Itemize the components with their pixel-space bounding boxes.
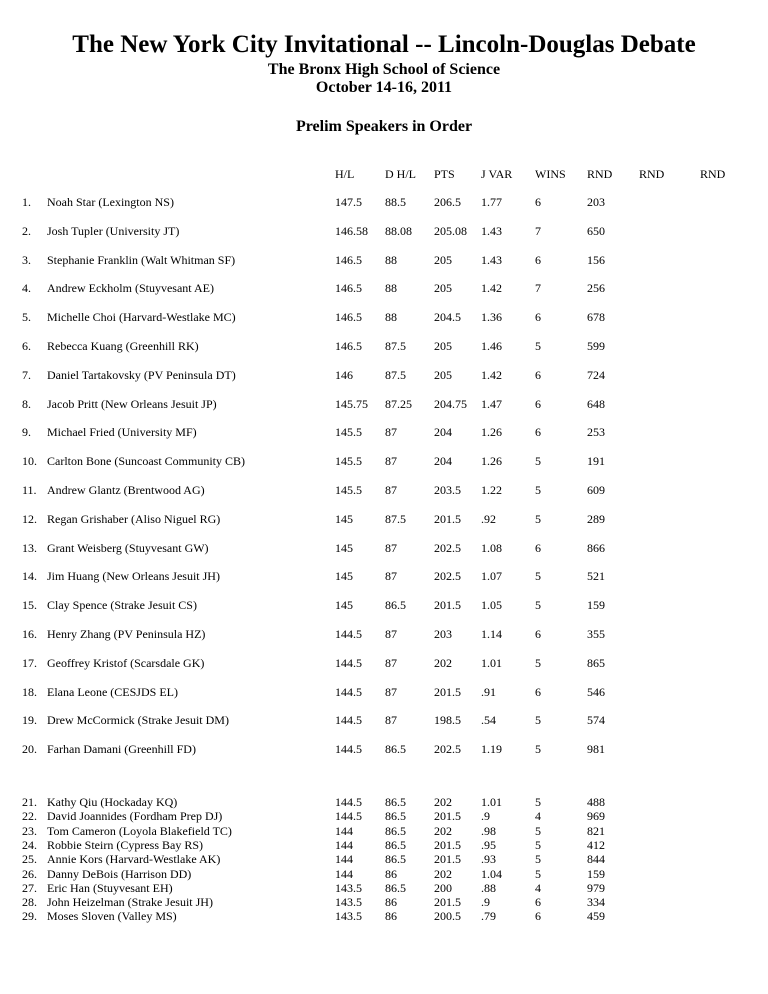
- wins-value: 7: [535, 223, 541, 238]
- jvar-value: 1.42: [481, 367, 502, 382]
- column-header-rnd-3: RND: [700, 167, 726, 181]
- hl-value: 145.75: [335, 396, 368, 411]
- pts-value: 205: [434, 339, 452, 353]
- dhl-value: 88: [385, 310, 397, 325]
- rnd-value: 724: [587, 367, 605, 382]
- rank: 1.: [22, 195, 31, 209]
- hl-value: 146.5: [335, 339, 362, 353]
- wins-value: 5: [535, 655, 541, 670]
- jvar-value: .54: [481, 713, 496, 728]
- column-header-pts: PTS: [434, 167, 455, 181]
- rnd-value: 203: [587, 195, 605, 209]
- dhl-value: 86.5: [385, 837, 406, 852]
- rnd-value: 678: [587, 310, 605, 325]
- column-header-dhl: D H/L: [385, 167, 416, 181]
- column-header-wins: WINS: [535, 167, 566, 181]
- jvar-value: 1.77: [481, 195, 502, 209]
- dhl-value: 87.5: [385, 339, 406, 353]
- pts-value: 205: [434, 281, 452, 296]
- rank: 2.: [22, 223, 31, 238]
- dhl-value: 87: [385, 425, 397, 440]
- rank: 28.: [22, 895, 37, 910]
- speaker-name: Henry Zhang (PV Peninsula HZ): [47, 627, 206, 641]
- pts-value: 205.08: [434, 223, 467, 238]
- column-header-jvar: J VAR: [481, 167, 513, 181]
- pts-value: 201.5: [434, 895, 461, 910]
- hl-value: 144: [335, 823, 353, 838]
- pts-value: 200: [434, 880, 452, 895]
- jvar-value: .88: [481, 880, 496, 895]
- wins-value: 5: [535, 713, 541, 728]
- pts-value: 202: [434, 866, 452, 881]
- pts-value: 201.5: [434, 511, 461, 526]
- rank: 5.: [22, 310, 31, 325]
- jvar-value: 1.08: [481, 540, 502, 555]
- wins-value: 5: [535, 795, 541, 809]
- rank: 19.: [22, 713, 37, 728]
- jvar-value: 1.19: [481, 742, 502, 757]
- pts-value: 202: [434, 655, 452, 670]
- dhl-value: 86.5: [385, 880, 406, 895]
- rank: 4.: [22, 281, 31, 296]
- pts-value: 203: [434, 627, 452, 641]
- wins-value: 6: [535, 252, 541, 267]
- rnd-value: 546: [587, 684, 605, 699]
- jvar-value: .98: [481, 823, 496, 838]
- hl-value: 144.5: [335, 627, 362, 641]
- speaker-name: Regan Grishaber (Aliso Niguel RG): [47, 511, 221, 526]
- rank: 20.: [22, 742, 37, 757]
- wins-value: 6: [535, 909, 541, 924]
- dhl-value: 86: [385, 866, 397, 881]
- wins-value: 5: [535, 866, 541, 881]
- hl-value: 145: [335, 569, 353, 584]
- rnd-value: 866: [587, 540, 605, 555]
- speaker-name: Andrew Eckholm (Stuyvesant AE): [47, 281, 214, 296]
- pts-value: 201.5: [434, 852, 461, 867]
- dhl-value: 86.5: [385, 852, 406, 867]
- jvar-value: .91: [481, 684, 496, 699]
- dhl-value: 87: [385, 540, 397, 555]
- speaker-name: Annie Kors (Harvard-Westlake AK): [47, 852, 221, 867]
- speaker-name: Michelle Choi (Harvard-Westlake MC): [47, 310, 236, 325]
- jvar-value: .79: [481, 909, 496, 924]
- wins-value: 6: [535, 540, 541, 555]
- hl-value: 147.5: [335, 195, 362, 209]
- rnd-value: 253: [587, 425, 605, 440]
- rnd-value: 969: [587, 809, 605, 824]
- wins-value: 6: [535, 195, 541, 209]
- rnd-value: 488: [587, 795, 605, 809]
- rnd-value: 334: [587, 895, 605, 910]
- dhl-value: 86.5: [385, 742, 406, 757]
- rnd-value: 289: [587, 511, 605, 526]
- wins-value: 5: [535, 569, 541, 584]
- hl-value: 146: [335, 367, 353, 382]
- jvar-value: 1.43: [481, 223, 502, 238]
- rank: 27.: [22, 880, 37, 895]
- dhl-value: 87: [385, 684, 397, 699]
- speaker-name: Geoffrey Kristof (Scarsdale GK): [47, 655, 205, 670]
- jvar-value: .93: [481, 852, 496, 867]
- speaker-name: Danny DeBois (Harrison DD): [47, 866, 192, 881]
- wins-value: 5: [535, 837, 541, 852]
- speaker-name: Farhan Damani (Greenhill FD): [47, 742, 196, 757]
- rnd-value: 521: [587, 569, 605, 584]
- rank: 10.: [22, 454, 37, 469]
- wins-value: 6: [535, 895, 541, 910]
- column-header-hl: H/L: [335, 167, 355, 181]
- pts-value: 202: [434, 795, 452, 809]
- pts-value: 201.5: [434, 809, 461, 824]
- speaker-name: Rebecca Kuang (Greenhill RK): [47, 339, 199, 353]
- rnd-value: 574: [587, 713, 605, 728]
- column-header-rnd-2: RND: [639, 167, 665, 181]
- rnd-value: 412: [587, 837, 605, 852]
- rank: 24.: [22, 837, 37, 852]
- pts-value: 201.5: [434, 837, 461, 852]
- rank: 12.: [22, 511, 37, 526]
- jvar-value: .9: [481, 809, 490, 824]
- wins-value: 7: [535, 281, 541, 296]
- rnd-value: 599: [587, 339, 605, 353]
- rnd-value: 648: [587, 396, 605, 411]
- rank: 11.: [22, 483, 37, 497]
- rank: 22.: [22, 809, 37, 824]
- jvar-value: .95: [481, 837, 496, 852]
- wins-value: 6: [535, 684, 541, 699]
- speaker-name: John Heizelman (Strake Jesuit JH): [47, 895, 213, 910]
- pts-value: 204: [434, 454, 452, 469]
- rank: 16.: [22, 627, 37, 641]
- speaker-name: Josh Tupler (University JT): [47, 223, 180, 238]
- pts-value: 202: [434, 823, 452, 838]
- hl-value: 143.5: [335, 909, 362, 924]
- jvar-value: 1.43: [481, 252, 502, 267]
- jvar-value: 1.46: [481, 339, 502, 353]
- dhl-value: 87.5: [385, 367, 406, 382]
- speaker-name: Michael Fried (University MF): [47, 425, 197, 440]
- rank: 9.: [22, 425, 31, 440]
- pts-value: 202.5: [434, 742, 461, 757]
- dhl-value: 86.5: [385, 795, 406, 809]
- rnd-value: 191: [587, 454, 605, 469]
- dhl-value: 88: [385, 252, 397, 267]
- jvar-value: 1.42: [481, 281, 502, 296]
- dhl-value: 87: [385, 483, 397, 497]
- pts-value: 198.5: [434, 713, 461, 728]
- pts-value: 200.5: [434, 909, 461, 924]
- wins-value: 4: [535, 880, 541, 895]
- dhl-value: 88.5: [385, 195, 406, 209]
- dhl-value: 87.25: [385, 396, 412, 411]
- jvar-value: 1.47: [481, 396, 502, 411]
- page-title: The New York City Invitational -- Lincoln-Douglas Debate: [72, 31, 696, 58]
- pts-value: 205: [434, 252, 452, 267]
- rnd-value: 355: [587, 627, 605, 641]
- hl-value: 144: [335, 852, 353, 867]
- speaker-name: Moses Sloven (Valley MS): [47, 909, 177, 924]
- hl-value: 145: [335, 511, 353, 526]
- pts-value: 205: [434, 367, 452, 382]
- dhl-value: 86.5: [385, 809, 406, 824]
- speaker-name: Stephanie Franklin (Walt Whitman SF): [47, 252, 236, 267]
- hl-value: 143.5: [335, 880, 362, 895]
- jvar-value: .9: [481, 895, 490, 910]
- rank: 7.: [22, 367, 31, 382]
- rank: 14.: [22, 569, 37, 584]
- wins-value: 6: [535, 396, 541, 411]
- dhl-value: 86: [385, 895, 397, 910]
- speaker-name: Tom Cameron (Loyola Blakefield TC): [47, 823, 232, 838]
- pts-value: 203.5: [434, 483, 461, 497]
- pts-value: 204.5: [434, 310, 461, 325]
- hl-value: 144.5: [335, 809, 362, 824]
- rank: 6.: [22, 339, 31, 353]
- jvar-value: 1.22: [481, 483, 502, 497]
- hl-value: 145.5: [335, 454, 362, 469]
- speaker-name: Elana Leone (CESJDS EL): [47, 684, 178, 699]
- speaker-name: Andrew Glantz (Brentwood AG): [47, 483, 205, 497]
- rank: 17.: [22, 655, 37, 670]
- school-name: The Bronx High School of Science: [267, 61, 501, 78]
- jvar-value: 1.04: [481, 866, 502, 881]
- dhl-value: 88: [385, 281, 397, 296]
- hl-value: 146.5: [335, 281, 362, 296]
- column-header-rnd-1: RND: [587, 167, 613, 181]
- rnd-value: 821: [587, 823, 605, 838]
- speaker-name: Carlton Bone (Suncoast Community CB): [47, 454, 245, 469]
- wins-value: 5: [535, 823, 541, 838]
- hl-value: 146.5: [335, 310, 362, 325]
- wins-value: 5: [535, 511, 541, 526]
- dhl-value: 87: [385, 454, 397, 469]
- dhl-value: 87: [385, 627, 397, 641]
- wins-value: 5: [535, 852, 541, 867]
- speaker-name: Robbie Steirn (Cypress Bay RS): [47, 837, 203, 852]
- jvar-value: 1.26: [481, 454, 502, 469]
- pts-value: 202.5: [434, 540, 461, 555]
- wins-value: 5: [535, 598, 541, 613]
- dhl-value: 86: [385, 909, 397, 924]
- rnd-value: 159: [587, 866, 605, 881]
- speaker-name: Jim Huang (New Orleans Jesuit JH): [47, 569, 220, 584]
- hl-value: 144.5: [335, 713, 362, 728]
- hl-value: 145: [335, 598, 353, 613]
- hl-value: 145: [335, 540, 353, 555]
- hl-value: 144.5: [335, 742, 362, 757]
- rnd-value: 979: [587, 880, 605, 895]
- hl-value: 143.5: [335, 895, 362, 910]
- pts-value: 204.75: [434, 396, 467, 411]
- speaker-name: Grant Weisberg (Stuyvesant GW): [47, 540, 209, 555]
- wins-value: 6: [535, 310, 541, 325]
- hl-value: 145.5: [335, 425, 362, 440]
- jvar-value: 1.26: [481, 425, 502, 440]
- hl-value: 144: [335, 866, 353, 881]
- dhl-value: 86.5: [385, 823, 406, 838]
- speaker-name: David Joannides (Fordham Prep DJ): [47, 809, 223, 824]
- rank: 8.: [22, 396, 31, 411]
- speaker-name: Clay Spence (Strake Jesuit CS): [47, 598, 197, 613]
- rnd-value: 865: [587, 655, 605, 670]
- rnd-value: 459: [587, 909, 605, 924]
- rank: 25.: [22, 852, 37, 867]
- pts-value: 201.5: [434, 684, 461, 699]
- rank: 18.: [22, 684, 37, 699]
- jvar-value: 1.01: [481, 795, 502, 809]
- jvar-value: 1.14: [481, 627, 502, 641]
- jvar-value: 1.36: [481, 310, 502, 325]
- wins-value: 4: [535, 809, 541, 824]
- rank: 15.: [22, 598, 37, 613]
- pts-value: 204: [434, 425, 452, 440]
- pts-value: 206.5: [434, 195, 461, 209]
- speaker-name: Daniel Tartakovsky (PV Peninsula DT): [47, 367, 236, 382]
- rank: 26.: [22, 866, 37, 881]
- rnd-value: 981: [587, 742, 605, 757]
- pts-value: 202.5: [434, 569, 461, 584]
- dhl-value: 88.08: [385, 223, 412, 238]
- speaker-name: Jacob Pritt (New Orleans Jesuit JP): [47, 396, 217, 411]
- jvar-value: 1.05: [481, 598, 502, 613]
- rank: 23.: [22, 823, 37, 838]
- rnd-value: 609: [587, 483, 605, 497]
- jvar-value: .92: [481, 511, 496, 526]
- dhl-value: 87: [385, 569, 397, 584]
- speaker-name: Noah Star (Lexington NS): [47, 195, 174, 209]
- hl-value: 144.5: [335, 684, 362, 699]
- wins-value: 5: [535, 742, 541, 757]
- hl-value: 146.5: [335, 252, 362, 267]
- event-dates: October 14-16, 2011: [315, 79, 453, 96]
- rank: 21.: [22, 795, 37, 809]
- jvar-value: 1.07: [481, 569, 502, 584]
- wins-value: 6: [535, 425, 541, 440]
- rank: 29.: [22, 909, 37, 924]
- hl-value: 146.58: [335, 223, 368, 238]
- speaker-name: Kathy Qiu (Hockaday KQ): [47, 795, 178, 809]
- wins-value: 5: [535, 454, 541, 469]
- rnd-value: 844: [587, 852, 605, 867]
- dhl-value: 87: [385, 655, 397, 670]
- pts-value: 201.5: [434, 598, 461, 613]
- wins-value: 6: [535, 627, 541, 641]
- rnd-value: 256: [587, 281, 605, 296]
- section-heading: Prelim Speakers in Order: [295, 118, 473, 135]
- dhl-value: 87.5: [385, 511, 406, 526]
- dhl-value: 87: [385, 713, 397, 728]
- jvar-value: 1.01: [481, 655, 502, 670]
- speaker-name: Eric Han (Stuyvesant EH): [47, 880, 173, 895]
- wins-value: 5: [535, 339, 541, 353]
- hl-value: 144.5: [335, 795, 362, 809]
- speaker-name: Drew McCormick (Strake Jesuit DM): [47, 713, 229, 728]
- hl-value: 144: [335, 837, 353, 852]
- rank: 3.: [22, 252, 31, 267]
- rank: 13.: [22, 540, 37, 555]
- dhl-value: 86.5: [385, 598, 406, 613]
- rnd-value: 156: [587, 252, 605, 267]
- rnd-value: 650: [587, 223, 605, 238]
- wins-value: 6: [535, 367, 541, 382]
- wins-value: 5: [535, 483, 541, 497]
- hl-value: 144.5: [335, 655, 362, 670]
- rnd-value: 159: [587, 598, 605, 613]
- hl-value: 145.5: [335, 483, 362, 497]
